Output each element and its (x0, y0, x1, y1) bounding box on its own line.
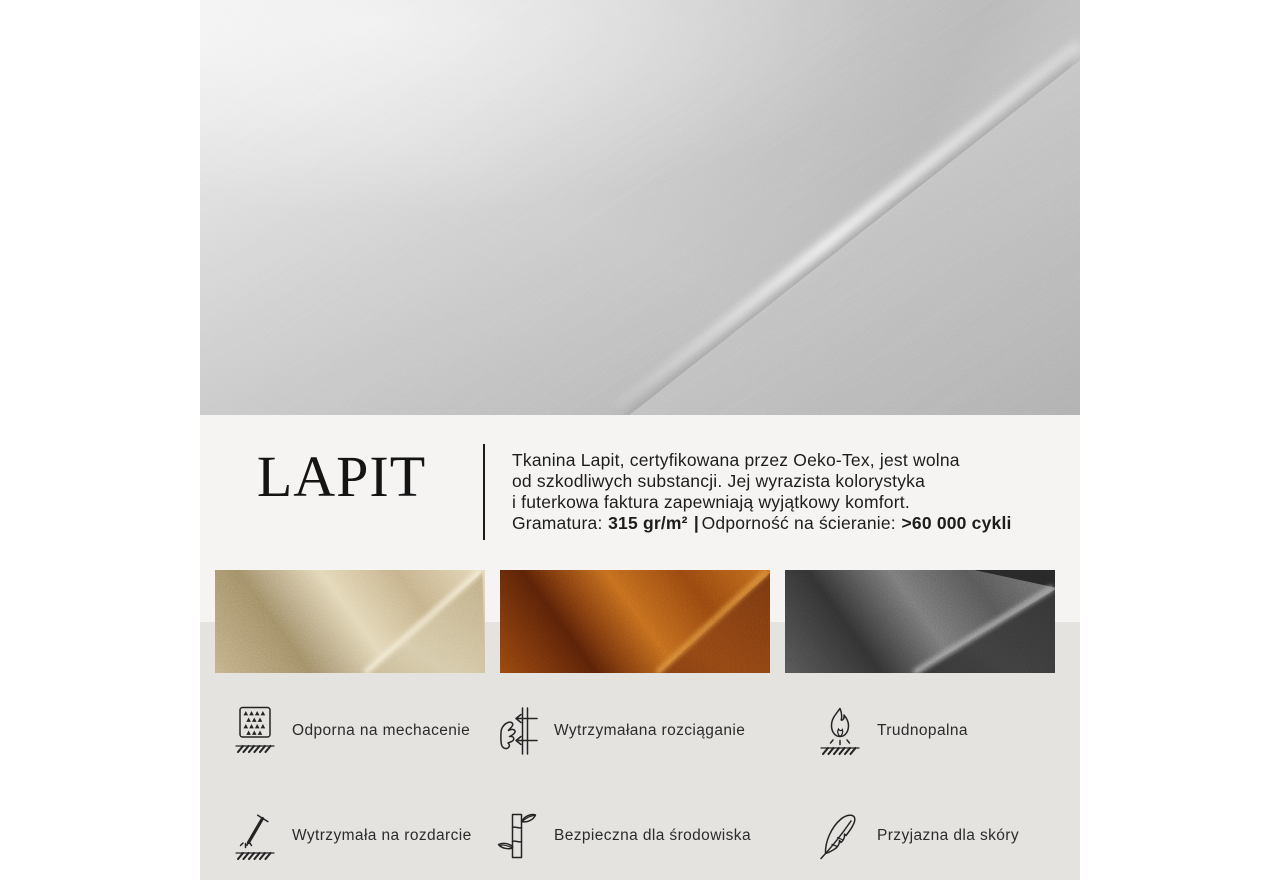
weight-value: 315 gr/m² (608, 513, 688, 533)
description-line: od szkodliwych substancji. Jej wyrazista kolorystyka (512, 471, 926, 491)
content-column (200, 0, 1080, 880)
hero-fabric-grain (200, 0, 1080, 415)
specs-separator: | (693, 513, 699, 533)
feature-label: Przyjazna dla skóry (877, 827, 1019, 844)
feature-label: Odporna na mechacenie (292, 722, 471, 739)
feature-grid (200, 622, 1080, 880)
weight-label: Gramatura: (512, 513, 603, 533)
abrasion-label: Odporność na ścieranie: (701, 513, 896, 533)
feature-pilling-resistant (233, 706, 495, 756)
feature-label: Bezpieczna dla środowiska (554, 827, 751, 844)
feature-stretch-resistant (495, 706, 818, 756)
feature-label: Trudnopalna (877, 722, 968, 739)
eco-safe-icon (495, 811, 539, 861)
stretch-resistant-icon (495, 706, 539, 756)
feature-flame-resistant (818, 706, 1113, 756)
description-line: i futerkowa faktura zapewniają wyjątkowy komfort. (512, 492, 910, 512)
product-specs (512, 513, 1012, 534)
abrasion-value: >60 000 cykli (901, 513, 1012, 533)
flame-resistant-icon (818, 706, 862, 756)
pilling-resistant-icon (233, 706, 277, 756)
feature-tear-resistant (233, 811, 495, 861)
skin-friendly-icon (818, 811, 862, 861)
product-description (512, 450, 1012, 534)
feature-label: Wytrzymała na rozdarcie (292, 827, 472, 844)
feature-eco-safe (495, 811, 818, 861)
hero-fabric-image (200, 0, 1080, 415)
feature-skin-friendly (818, 811, 1113, 861)
description-line: Tkanina Lapit, certyfikowana przez Oeko-Tex, jest wolna (512, 450, 960, 470)
feature-label: Wytrzymałana rozciąganie (554, 722, 746, 739)
vertical-divider (483, 444, 485, 540)
tear-resistant-icon (233, 811, 277, 861)
product-title: LAPIT (256, 444, 427, 509)
